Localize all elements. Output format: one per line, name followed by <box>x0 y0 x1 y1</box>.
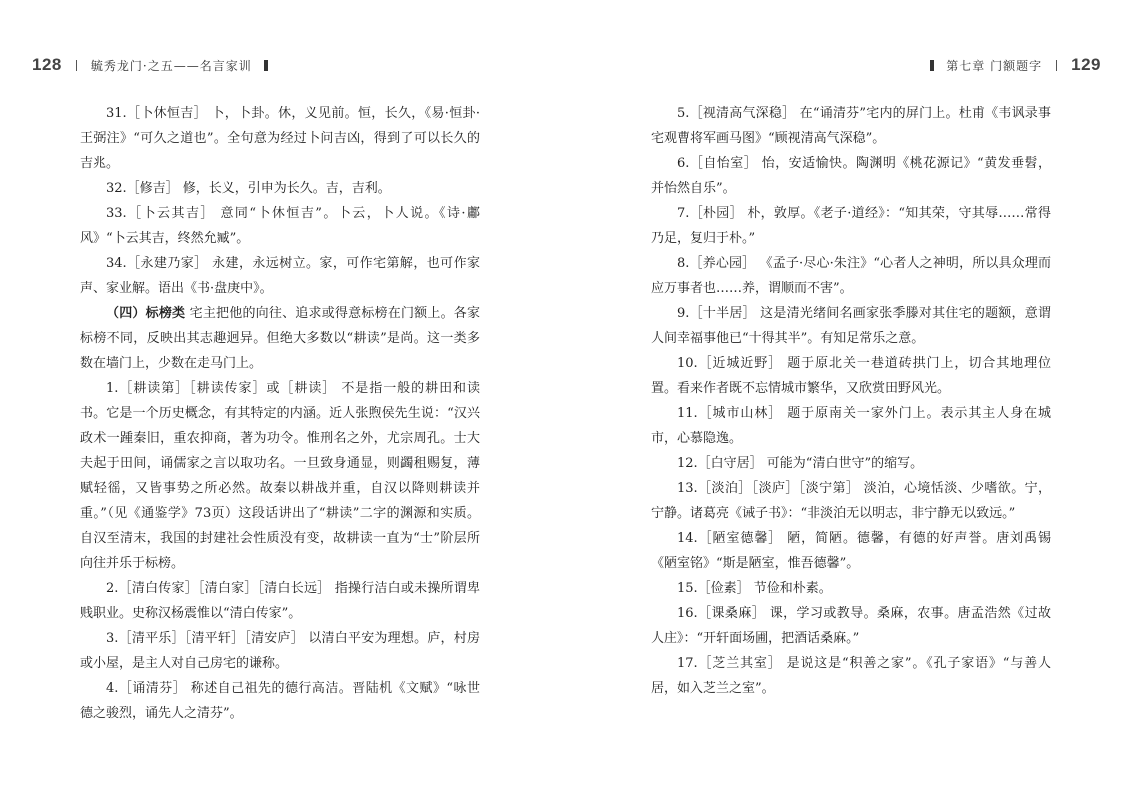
left-running-title: 毓秀龙门·之五——名言家训 <box>90 58 252 73</box>
paragraph <box>651 301 1051 351</box>
paragraph-text: 6.［自怡室］ 怡，安适愉快。陶渊明《桃花源记》“黄发垂髫，并怡然自乐”。 <box>651 156 1051 196</box>
paragraph <box>80 301 480 376</box>
paragraph <box>651 101 1051 151</box>
paragraph-text: 9.［十半居］ 这是清光绪间名画家张季滕对其住宅的题额，意谓人间幸福事他已“十得其半”。有知足常乐之意。 <box>651 306 1051 346</box>
header-separator <box>76 60 77 71</box>
paragraph-text: 15.［俭素］ 节俭和朴素。 <box>677 581 832 596</box>
left-page-number: 128 <box>32 55 62 74</box>
paragraph <box>80 626 480 676</box>
paragraph <box>651 201 1051 251</box>
paragraph-text: 4.［诵清芬］ 称述自己祖先的德行高洁。晋陆机《文赋》“咏世德之骏烈，诵先人之清芬”。 <box>80 681 480 721</box>
paragraph <box>651 526 1051 576</box>
paragraph-text: 7.［朴园］ 朴，敦厚。《老子·道经》：“知其荣，守其辱……常得乃足，复归于朴。” <box>651 206 1051 246</box>
header-marker <box>930 60 934 71</box>
paragraph-text: 1.［耕读第］［耕读传家］或［耕读］ 不是指一般的耕田和读书。它是一个历史概念，有其特定的内涵。近人张煦侯先生说：“汉兴政术一踵秦旧，重农抑商，著为功令。惟刑名之外，尤宗周孔。士大夫起于田间，诵儒家之言以取功名。一旦致身通显，则蠲租赐复，薄赋轻徭，又皆事势之所必然。故秦以耕战并重，自汉以降则耕读并重。”（见《通鉴学》73页）这段话讲出了“耕读”二字的渊源和实质。自汉至清末，我国的封建社会性质没有变，故耕读一直为“士”阶层所向往并乐于标榜。 <box>80 381 480 571</box>
left-page-body <box>80 101 480 726</box>
paragraph <box>651 401 1051 451</box>
paragraph-text: 5.［视清高气深稳］ 在“诵清芬”宅内的屏门上。杜甫《韦讽录事宅观曹将军画马图》“顾视清高气深稳”。 <box>651 106 1051 146</box>
paragraph-text: 3.［清平乐］［清平轩］［清安庐］ 以清白平安为理想。庐，村房或小屋，是主人对自己房宅的谦称。 <box>80 631 480 671</box>
paragraph-text: 10.［近城近野］ 题于原北关一巷道砖拱门上，切合其地理位置。看来作者既不忘情城市繁华，又欣赏田野风光。 <box>651 356 1051 396</box>
paragraph <box>651 451 1051 476</box>
paragraph-text: 14.［陋室德馨］ 陋，简陋。德馨，有德的好声誉。唐刘禹锡《陋室铭》“斯是陋室，惟吾德馨”。 <box>651 531 1051 571</box>
paragraph-text: 8.［养心园］ 《孟子·尽心·朱注》“心者人之神明，所以具众理而应万事者也……养，谓顺而不害”。 <box>651 256 1051 296</box>
paragraph-text: 宅主把他的向往、追求或得意标榜在门额上。各家标榜不同，反映出其志趣迥异。但绝大多数以“耕读”是尚。这一类多数在墙门上，少数在走马门上。 <box>80 306 480 371</box>
paragraph <box>80 251 480 301</box>
paragraph <box>651 651 1051 701</box>
paragraph <box>651 351 1051 401</box>
paragraph <box>80 576 480 626</box>
paragraph <box>651 151 1051 201</box>
paragraph-text: 12.［白守居］ 可能为“清白世守”的缩写。 <box>677 456 924 471</box>
paragraph <box>651 601 1051 651</box>
paragraph-text: 31.［卜休恒吉］ 卜，卜卦。休，义见前。恒，长久，《易·恒卦·王弼注》“可久之道也”。全句意为经过卜问吉凶，得到了可以长久的吉兆。 <box>80 106 480 171</box>
paragraph <box>80 676 480 726</box>
paragraph-text: 16.［课桑麻］ 课，学习或教导。桑麻，农事。唐孟浩然《过故人庄》：“开轩面场圃，把酒话桑麻。” <box>651 606 1051 646</box>
right-page-header <box>918 52 1101 78</box>
left-page-header <box>32 52 280 78</box>
header-marker <box>264 60 268 71</box>
paragraph <box>80 376 480 576</box>
paragraph <box>80 101 480 176</box>
paragraph-text: 13.［淡泊］［淡庐］［淡宁第］ 淡泊，心境恬淡、少嗜欲。宁，宁静。诸葛亮《诫子书》：“非淡泊无以明志，非宁静无以致远。” <box>651 481 1051 521</box>
paragraph <box>80 201 480 251</box>
paragraph-text: 11.［城市山林］ 题于原南关一家外门上。表示其主人身在城市，心慕隐逸。 <box>651 406 1051 446</box>
paragraph <box>651 576 1051 601</box>
paragraph <box>651 251 1051 301</box>
paragraph-text: 17.［芝兰其室］ 是说这是“积善之家”。《孔子家语》“与善人居，如入芝兰之室”。 <box>651 656 1051 696</box>
right-page-number: 129 <box>1071 55 1101 74</box>
section-heading: （四）标榜类 <box>106 306 186 321</box>
paragraph <box>80 176 480 201</box>
paragraph-text: 32.［修吉］ 修，长义，引申为长久。吉，吉利。 <box>106 181 391 196</box>
paragraph-text: 33.［卜云其吉］ 意同“卜休恒吉”。卜云，卜人说。《诗·鄘风》“卜云其吉，终然允臧”。 <box>80 206 480 246</box>
paragraph-text: 34.［永建乃家］ 永建，永远树立。家，可作宅第解，也可作家声、家业解。语出《书·盘庚中》。 <box>80 256 480 296</box>
right-page-body <box>651 101 1051 701</box>
right-running-title: 第七章 门额题字 <box>946 58 1043 73</box>
paragraph <box>651 476 1051 526</box>
header-separator <box>1056 60 1057 71</box>
paragraph-text: 2.［清白传家］［清白家］［清白长远］ 指操行洁白或未操所谓卑贱职业。史称汉杨震惟以“清白传家”。 <box>80 581 480 621</box>
